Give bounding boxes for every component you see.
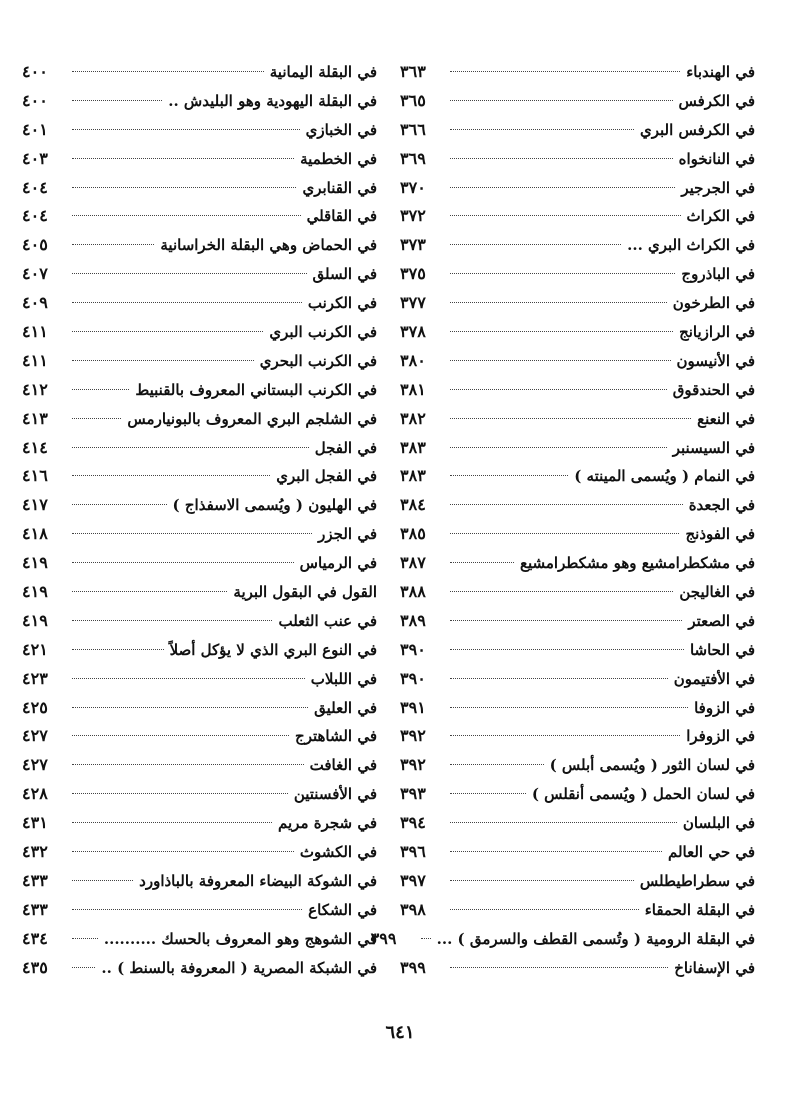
entry-title: في البقلة اليمانية <box>269 63 377 81</box>
index-entry <box>400 202 755 231</box>
index-entry <box>400 58 755 87</box>
index-entry <box>400 491 755 520</box>
entry-title: في الحندقوق <box>672 380 755 399</box>
entry-title: في الشوكة البيضاء المعروفة بالباذاورد <box>139 871 377 890</box>
index-entry <box>22 954 377 983</box>
entry-title: في الصعتر <box>688 611 755 630</box>
index-entry <box>400 578 755 607</box>
entry-title: في النمام ( ويُسمى المينته ) <box>574 467 755 486</box>
entry-title: في الجزر <box>318 525 377 544</box>
index-entry <box>400 376 755 405</box>
entry-title: في البقلة الحمقاء <box>644 900 755 919</box>
index-right-column <box>370 58 755 983</box>
dot-leader <box>72 649 164 650</box>
entry-title: في الخبازي <box>305 120 377 139</box>
index-entry <box>400 665 755 694</box>
entry-page-number: ٣٩٣ <box>400 784 426 804</box>
entry-page-number: ٣٧٣ <box>400 235 426 255</box>
dot-leader <box>450 273 675 274</box>
dot-leader <box>72 591 227 592</box>
index-entry <box>22 405 377 434</box>
entry-title: في الحاشا <box>689 640 755 659</box>
index-entry <box>22 838 377 867</box>
entry-page-number: ٣٨١ <box>400 379 426 399</box>
index-entry <box>400 751 755 780</box>
dot-leader <box>450 475 568 476</box>
index-entry <box>22 289 377 318</box>
entry-title: في سطراطيطلس <box>639 871 755 890</box>
entry-title: في السلق <box>312 265 377 284</box>
entry-page-number: ٣٩٠ <box>400 668 426 688</box>
dot-leader <box>72 533 312 534</box>
entry-title: في الزوفرا <box>686 727 755 746</box>
entry-page-number: ٣٦٣ <box>400 62 426 81</box>
dot-leader <box>450 504 683 505</box>
entry-page-number: ٣٨٤ <box>400 495 426 515</box>
entry-page-number: ٤٣٢ <box>22 842 48 862</box>
entry-title: في شجرة مريم <box>278 814 377 833</box>
dot-leader <box>72 735 289 736</box>
dot-leader <box>72 504 167 505</box>
entry-page-number: ٣٨٥ <box>400 524 426 544</box>
dot-leader <box>450 129 634 130</box>
entry-title: في الشوهج وهو المعروف بالحسك .......... <box>103 929 377 948</box>
index-entry <box>22 925 377 954</box>
entry-page-number: ٤٣٣ <box>22 870 48 890</box>
dot-leader <box>450 360 671 361</box>
entry-title: في القاقلي <box>306 207 377 226</box>
dot-leader <box>450 100 673 101</box>
entry-page-number: ٣٩٩ <box>370 928 397 948</box>
index-left-column <box>22 58 377 983</box>
dot-leader <box>72 967 95 968</box>
entry-title: في الفجل البري <box>276 467 377 486</box>
dot-leader <box>72 100 162 101</box>
entry-page-number: ٣٩٠ <box>400 639 426 659</box>
entry-page-number: ٤٣٣ <box>22 899 48 919</box>
dot-leader <box>450 418 691 419</box>
dot-leader <box>450 764 544 765</box>
entry-title: في لسان الحمل ( ويُسمى أنقلس ) <box>531 785 755 804</box>
index-entry <box>400 289 755 318</box>
entry-page-number: ٤٢٣ <box>22 668 48 688</box>
dot-leader <box>72 678 305 679</box>
index-entry <box>22 116 377 145</box>
entry-title: في الإسفاناخ <box>674 958 755 977</box>
entry-title: في اللبلاب <box>310 669 377 688</box>
dot-leader <box>72 360 254 361</box>
entry-page-number: ٤١٢ <box>22 379 48 399</box>
entry-page-number: ٣٩١ <box>400 697 426 717</box>
entry-title: في الرازيانج <box>679 323 755 342</box>
index-entry <box>400 694 755 723</box>
index-entry <box>22 318 377 347</box>
entry-title: في الكرفس <box>678 91 755 110</box>
entry-page-number: ٣٧٨ <box>400 322 426 342</box>
entry-page-number: ٣٩٨ <box>400 899 426 919</box>
dot-leader <box>72 389 129 390</box>
entry-page-number: ٤١٦ <box>22 466 48 486</box>
dot-leader <box>450 331 673 332</box>
index-entry <box>22 145 377 174</box>
dot-leader <box>450 562 514 563</box>
entry-title: في الأفسنتين <box>293 785 377 804</box>
index-entry <box>22 896 377 925</box>
index-entry <box>400 896 755 925</box>
entry-title: في الشاهترج <box>295 727 377 746</box>
entry-page-number: ٤٢٧ <box>22 726 48 746</box>
index-entry <box>400 231 755 260</box>
index-entry <box>400 722 755 751</box>
index-entry <box>22 87 377 116</box>
entry-title: في الهليون ( ويُسمى الاسفذاج ) <box>172 496 377 515</box>
dot-leader <box>72 331 263 332</box>
entry-title: في الهندباء <box>686 63 755 81</box>
dot-leader <box>72 620 272 621</box>
dot-leader <box>450 620 682 621</box>
entry-title: في الكرنب البري <box>269 323 377 342</box>
index-entry <box>22 174 377 203</box>
dot-leader <box>72 938 98 939</box>
entry-page-number: ٤٠٩ <box>22 293 48 313</box>
dot-leader <box>450 649 684 650</box>
index-entry <box>400 318 755 347</box>
entry-page-number: ٤٣٥ <box>22 957 48 977</box>
entry-title: في القنابري <box>302 178 377 197</box>
entry-page-number: ٣٩٧ <box>400 870 426 890</box>
entry-title: في الشلجم البري المعروف بالبونيارمس <box>127 409 377 428</box>
index-entry <box>400 520 755 549</box>
dot-leader <box>450 793 526 794</box>
entry-title: في الفجل <box>314 438 377 457</box>
entry-title: في الفوذنج <box>685 525 755 544</box>
index-entry <box>400 174 755 203</box>
index-entry <box>22 462 377 491</box>
entry-title: القول في البقول البرية <box>233 583 377 602</box>
dot-leader <box>72 187 296 188</box>
index-entry <box>22 347 377 376</box>
dot-leader <box>72 302 302 303</box>
entry-page-number: ٤١١ <box>22 322 48 342</box>
entry-page-number: ٤١١ <box>22 350 48 370</box>
entry-title: في الجرجير <box>681 178 755 197</box>
entry-page-number: ٣٧٢ <box>400 206 426 226</box>
dot-leader <box>72 244 154 245</box>
entry-title: في الباذروج <box>681 265 755 284</box>
index-entry <box>400 116 755 145</box>
index-entry <box>22 867 377 896</box>
dot-leader <box>72 447 309 448</box>
index-entry <box>22 491 377 520</box>
index-entry <box>400 405 755 434</box>
entry-title: في الخطمية <box>300 149 377 168</box>
entry-title: في الشكاع <box>308 900 377 919</box>
entry-title: في الكرنب البستاني المعروف بالقنبيط <box>135 380 377 399</box>
index-entry <box>400 462 755 491</box>
entry-page-number: ٤٢١ <box>22 639 48 659</box>
index-entry <box>400 954 755 983</box>
index-entry <box>22 202 377 231</box>
entry-page-number: ٣٨٧ <box>400 553 426 573</box>
entry-page-number: ٤٢٧ <box>22 755 48 775</box>
index-entry <box>22 434 377 463</box>
entry-page-number: ٤١٧ <box>22 495 48 515</box>
entry-page-number: ٤٠٥ <box>22 235 48 255</box>
dot-leader <box>72 158 294 159</box>
dot-leader <box>450 187 675 188</box>
entry-page-number: ٣٩٤ <box>400 813 426 833</box>
entry-title: في النعنع <box>697 409 755 428</box>
entry-title: في البقلة الرومية ( وتُسمى القطف والسرمق ) ... <box>436 929 755 948</box>
entry-title: في الزوفا <box>694 698 755 717</box>
dot-leader <box>450 71 680 72</box>
entry-title: في مشكطرامشيع وهو مشكطرامشيع <box>520 554 755 573</box>
entry-page-number: ٣٨٩ <box>400 610 426 630</box>
entry-page-number: ٤٠٣ <box>22 148 48 168</box>
entry-page-number: ٤١٩ <box>22 610 48 630</box>
entry-page-number: ٣٧٠ <box>400 177 426 197</box>
entry-page-number: ٤٣١ <box>22 813 48 833</box>
index-entry <box>400 260 755 289</box>
dot-leader <box>450 678 668 679</box>
entry-title: في الجعدة <box>688 496 755 515</box>
index-entry <box>22 694 377 723</box>
entry-page-number: ٤٢٥ <box>22 697 48 717</box>
dot-leader <box>72 822 272 823</box>
entry-title: في البقلة اليهودية وهو البليدش .. <box>168 91 377 110</box>
page-number: ٦٤١ <box>385 1022 415 1043</box>
dot-leader <box>450 591 673 592</box>
entry-page-number: ٤١٩ <box>22 553 48 573</box>
dot-leader <box>450 880 634 881</box>
entry-page-number: ٤١٨ <box>22 524 48 544</box>
entry-title: في الكراث البري ... <box>627 236 755 255</box>
dot-leader <box>450 909 639 910</box>
entry-title: في الكرفس البري <box>640 120 755 139</box>
index-entry <box>22 58 377 87</box>
index-entry <box>22 722 377 751</box>
index-entry <box>400 867 755 896</box>
entry-title: في الحماض وهي البقلة الخراسانية <box>160 236 377 255</box>
dot-leader <box>72 707 308 708</box>
dot-leader <box>72 764 304 765</box>
index-entry <box>400 809 755 838</box>
entry-page-number: ٣٨٣ <box>400 466 426 486</box>
index-entry <box>400 347 755 376</box>
entry-title: في النانخواه <box>678 149 755 168</box>
entry-title: في العليق <box>314 698 377 717</box>
entry-page-number: ٤٠٤ <box>22 177 48 197</box>
index-entry <box>22 607 377 636</box>
index-entry <box>370 925 755 954</box>
entry-page-number: ٣٧٥ <box>400 264 426 284</box>
index-entry <box>400 636 755 665</box>
entry-page-number: ٤٠٠ <box>22 62 48 81</box>
entry-page-number: ٣٩٦ <box>400 842 426 862</box>
entry-page-number: ٣٦٥ <box>400 90 426 110</box>
index-entry <box>22 751 377 780</box>
index-entry <box>22 665 377 694</box>
entry-page-number: ٣٨٨ <box>400 582 426 602</box>
entry-title: في لسان الثور ( ويُسمى أبلس ) <box>549 756 755 775</box>
entry-title: في الكراث <box>686 207 755 226</box>
index-entry <box>22 376 377 405</box>
dot-leader <box>72 562 294 563</box>
entry-title: في السيسنبر <box>672 438 755 457</box>
entry-title: في الغافت <box>309 756 377 775</box>
dot-leader <box>450 244 621 245</box>
entry-page-number: ٤٠٠ <box>22 90 48 110</box>
entry-page-number: ٣٩٩ <box>400 957 426 977</box>
entry-title: في الطرخون <box>672 294 755 313</box>
dot-leader <box>72 793 288 794</box>
index-entry <box>22 231 377 260</box>
dot-leader <box>72 215 301 216</box>
dot-leader <box>72 129 300 130</box>
dot-leader <box>450 533 679 534</box>
entry-page-number: ٤١٤ <box>22 437 48 457</box>
dot-leader <box>72 475 270 476</box>
index-entry <box>22 549 377 578</box>
dot-leader <box>72 880 133 881</box>
entry-title: في الكرنب <box>307 294 377 313</box>
entry-page-number: ٣٧٧ <box>400 293 426 313</box>
entry-page-number: ٣٩٢ <box>400 755 426 775</box>
index-entry <box>400 145 755 174</box>
dot-leader <box>450 447 667 448</box>
entry-page-number: ٤٢٨ <box>22 784 48 804</box>
entry-title: في حي العالم <box>668 843 755 862</box>
index-entry <box>400 434 755 463</box>
dot-leader <box>450 215 681 216</box>
dot-leader <box>450 302 667 303</box>
entry-title: في الغاليجن <box>679 583 755 602</box>
dot-leader <box>450 389 667 390</box>
index-entry <box>22 520 377 549</box>
index-entry <box>22 809 377 838</box>
entry-page-number: ٤٠٤ <box>22 206 48 226</box>
dot-leader <box>450 822 677 823</box>
dot-leader <box>72 418 121 419</box>
entry-page-number: ٤٠١ <box>22 119 48 139</box>
index-entry <box>400 780 755 809</box>
index-entry <box>22 636 377 665</box>
index-entry <box>400 607 755 636</box>
dot-leader <box>72 909 302 910</box>
index-entry <box>400 87 755 116</box>
dot-leader <box>450 851 662 852</box>
entry-page-number: ٣٨٠ <box>400 350 426 370</box>
index-entry <box>22 578 377 607</box>
index-entry <box>400 838 755 867</box>
entry-title: في الأنيسون <box>676 351 755 370</box>
dot-leader <box>450 735 680 736</box>
index-entry <box>400 549 755 578</box>
dot-leader <box>450 707 688 708</box>
entry-page-number: ٣٨٢ <box>400 408 426 428</box>
index-entry <box>22 780 377 809</box>
entry-title: في النوع البري الذي لا يؤكل أصلاً <box>169 640 377 659</box>
entry-page-number: ٤٣٤ <box>22 928 48 948</box>
index-entry <box>22 260 377 289</box>
dot-leader <box>421 938 431 939</box>
entry-page-number: ٤١٣ <box>22 408 48 428</box>
entry-page-number: ٣٦٦ <box>400 119 426 139</box>
entry-page-number: ٤٠٧ <box>22 264 48 284</box>
entry-page-number: ٤١٩ <box>22 582 48 602</box>
entry-page-number: ٣٦٩ <box>400 148 426 168</box>
entry-title: في عنب الثعلب <box>278 611 377 630</box>
entry-title: في الكشوث <box>299 843 377 862</box>
dot-leader <box>72 71 264 72</box>
entry-title: في الرمياس <box>299 554 377 573</box>
dot-leader <box>72 273 307 274</box>
entry-page-number: ٣٨٣ <box>400 437 426 457</box>
entry-page-number: ٣٩٢ <box>400 726 426 746</box>
dot-leader <box>450 158 673 159</box>
dot-leader <box>72 851 294 852</box>
entry-title: في الشبكة المصرية ( المعروفة بالسنط ) .. <box>101 958 377 977</box>
entry-title: في البلسان <box>682 814 755 833</box>
entry-title: في الكرنب البحري <box>259 351 377 370</box>
dot-leader <box>450 967 668 968</box>
entry-title: في الأفتيمون <box>673 669 755 688</box>
